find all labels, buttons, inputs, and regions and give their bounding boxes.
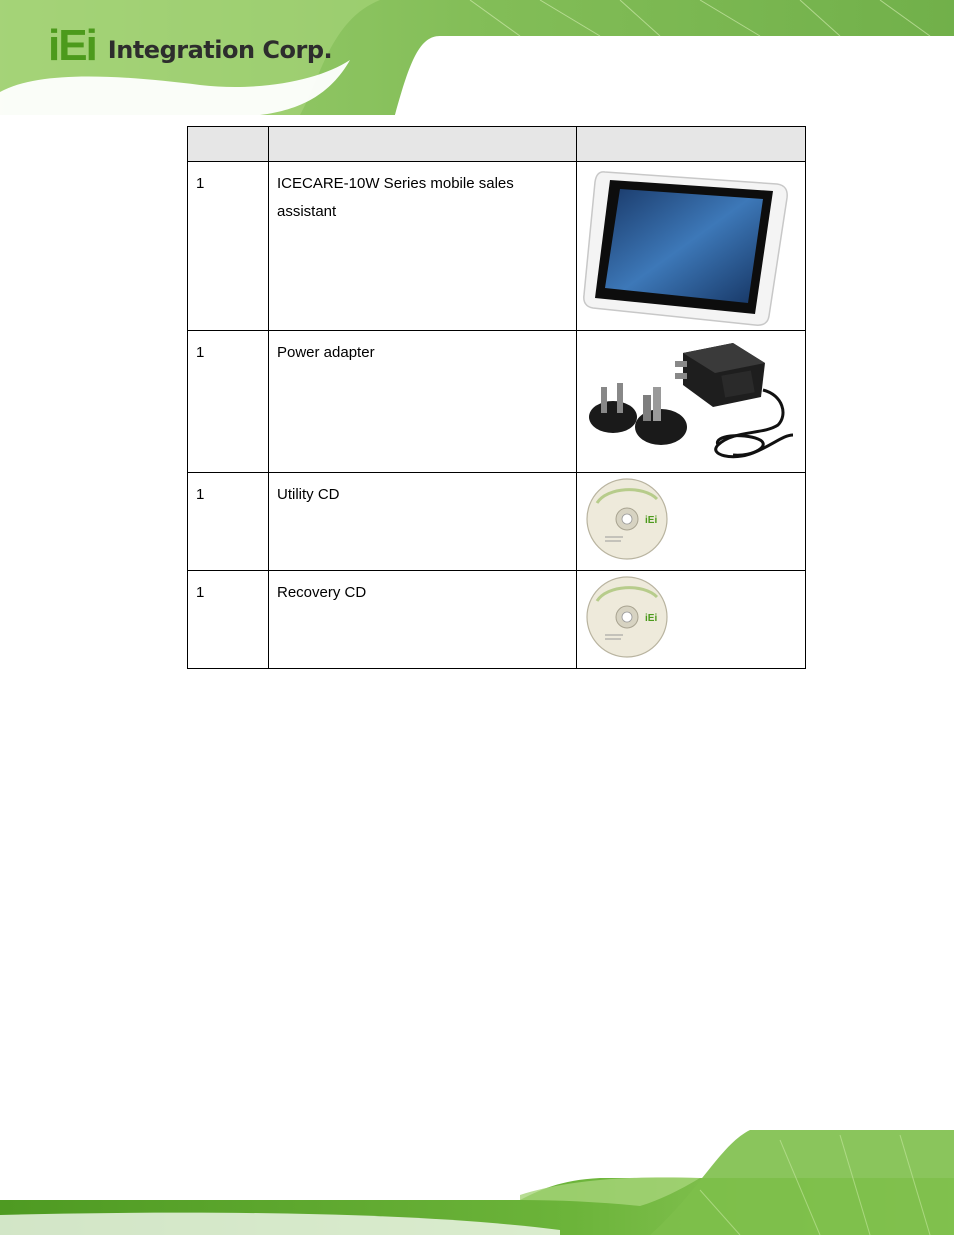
header-image xyxy=(577,127,806,162)
packing-list-table xyxy=(187,126,806,669)
footer-banner xyxy=(0,1130,954,1235)
power-adapter-image xyxy=(583,335,798,465)
item-cell: Recovery CD xyxy=(269,571,577,669)
cd-logo-text: iEi xyxy=(645,613,658,624)
tablet-image xyxy=(583,166,793,326)
image-cell xyxy=(577,331,806,473)
header-item xyxy=(269,127,577,162)
quantity-cell: 1 xyxy=(188,571,269,669)
item-cell: ICECARE-10W Series mobile sales assistant xyxy=(269,162,577,331)
table-row xyxy=(188,331,806,473)
cd-image xyxy=(583,477,673,563)
table-row xyxy=(188,473,806,571)
table-header-row xyxy=(188,127,806,162)
item-cell: Power adapter xyxy=(269,331,577,473)
company-logo xyxy=(48,21,333,70)
table-row xyxy=(188,162,806,331)
header-quantity xyxy=(188,127,269,162)
cd-image xyxy=(583,575,673,661)
logo-text: Integration Corp. xyxy=(107,36,333,64)
table-row xyxy=(188,571,806,669)
quantity-cell: 1 xyxy=(188,331,269,473)
logo-mark: iEi xyxy=(48,21,96,70)
quantity-cell: 1 xyxy=(188,162,269,331)
image-cell xyxy=(577,473,806,571)
image-cell xyxy=(577,162,806,331)
quantity-cell: 1 xyxy=(188,473,269,571)
image-cell xyxy=(577,571,806,669)
item-cell: Utility CD xyxy=(269,473,577,571)
cd-logo-text: iEi xyxy=(645,515,658,526)
